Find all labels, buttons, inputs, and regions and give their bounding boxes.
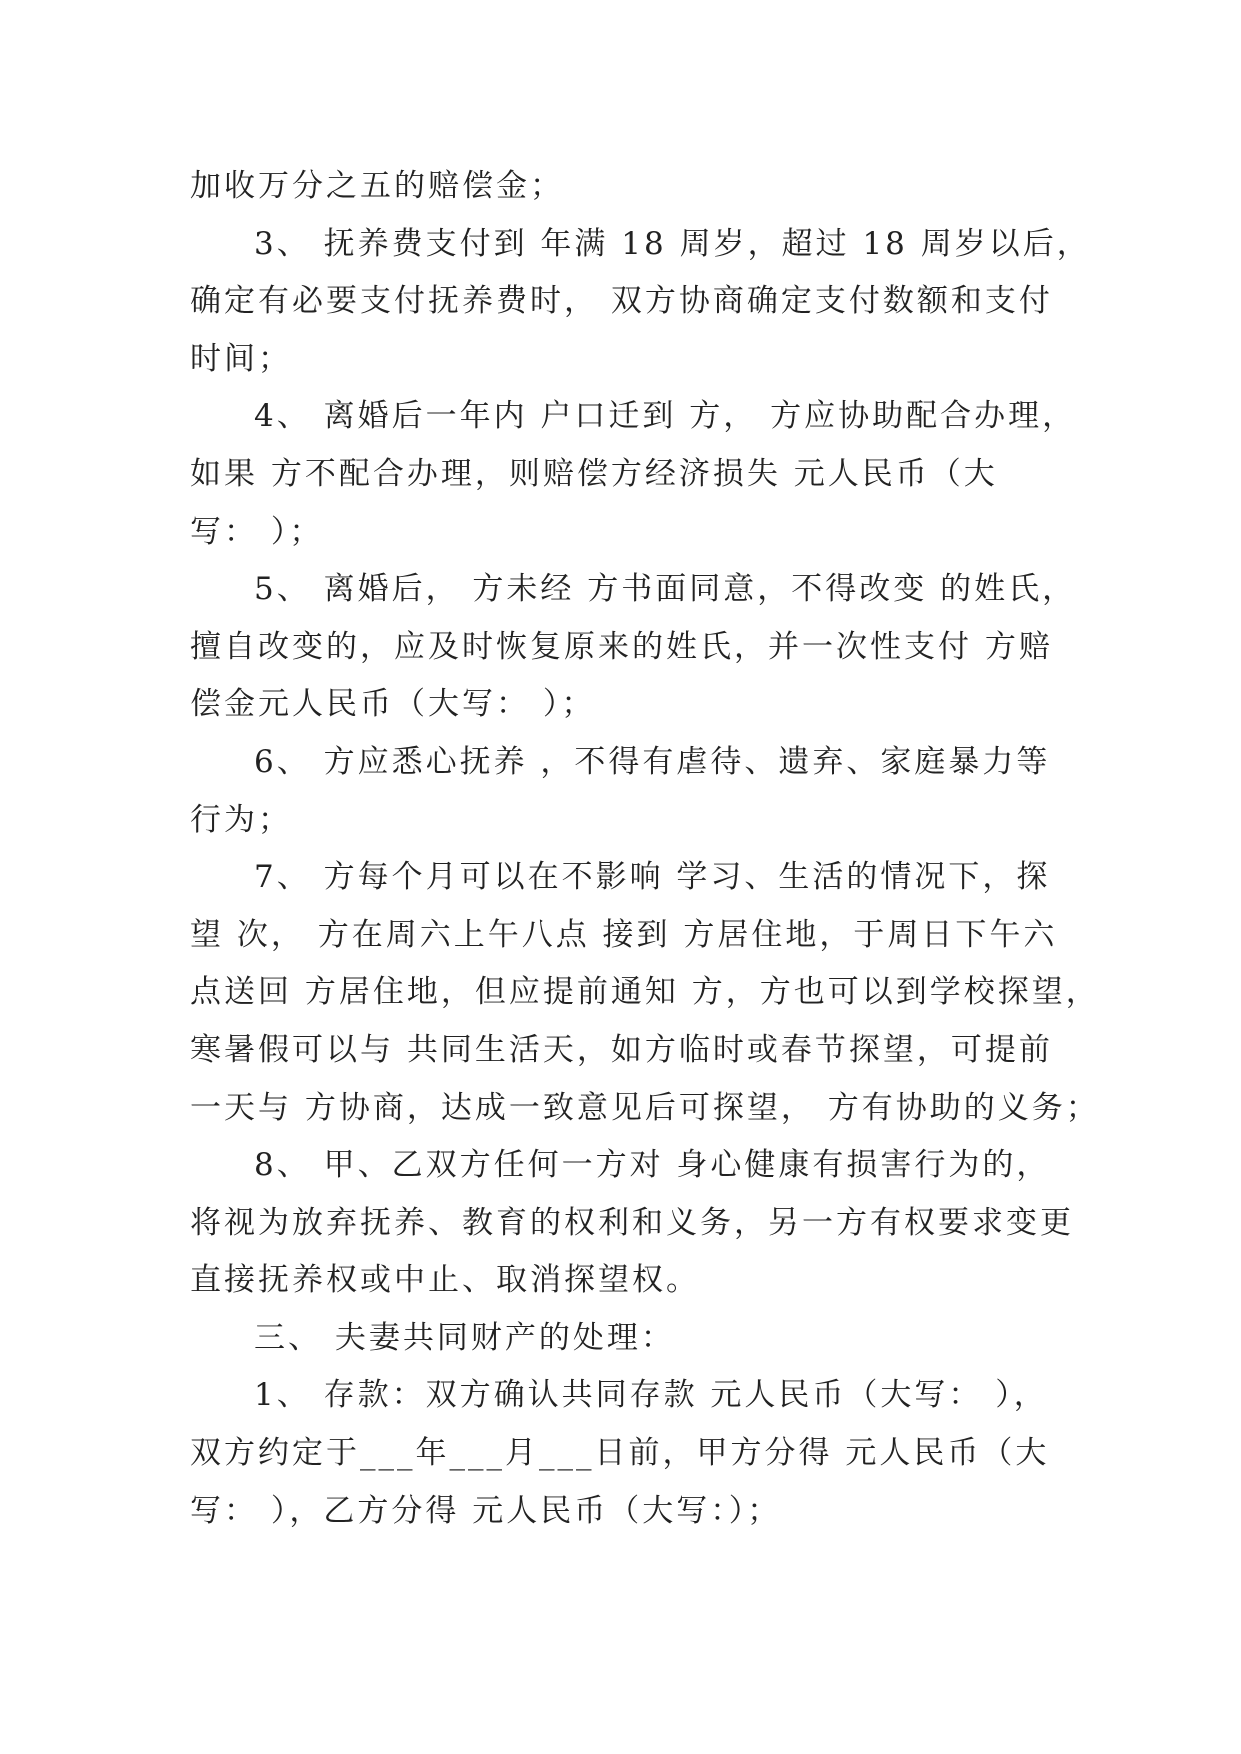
document-line: 望 次， 方在周六上午八点 接到 方居住地，于周日下午六 <box>190 916 1058 953</box>
document-line: 直接抚养权或中止、取消探望权。 <box>190 1262 700 1299</box>
document-line: 写： ），乙方分得 元人民币（大写：）； <box>190 1492 782 1529</box>
document-line: 偿金元人民币（大写： ）； <box>190 686 596 723</box>
document-line: 如果 方不配合办理，则赔偿方经济损失 元人民币（大 <box>190 455 998 492</box>
document-line: 寒暑假可以与 共同生活天，如方临时或春节探望，可提前 <box>190 1031 1053 1068</box>
document-body <box>190 158 1100 1540</box>
document-line: 确定有必要支付抚养费时， 双方协商确定支付数额和支付 <box>190 283 1053 320</box>
document-line: 4、 离婚后一年内 户口迁到 方， 方应协助配合办理， <box>254 398 1077 435</box>
document-line: 擅自改变的，应及时恢复原来的姓氏，并一次性支付 方赔 <box>190 628 1053 665</box>
document-line: 点送回 方居住地，但应提前通知 方，方也可以到学校探望， <box>190 974 1100 1011</box>
document-line: 写： ）； <box>190 513 324 550</box>
document-line: 行为； <box>190 801 292 838</box>
document-line: 6、 方应悉心抚养 ，不得有虐待、遗弃、家庭暴力等 <box>254 743 1051 780</box>
document-line: 一天与 方协商，达成一致意见后可探望， 方有协助的义务； <box>190 1089 1100 1126</box>
document-line: 加收万分之五的赔偿金； <box>190 168 564 204</box>
document-line: 1、 存款：双方确认共同存款 元人民币（大写： ）， <box>254 1377 1048 1414</box>
document-line: 将视为放弃抚养、教育的权利和义务，另一方有权要求变更 <box>190 1204 1074 1241</box>
document-line: 8、 甲、乙双方任何一方对 身心健康有损害行为的， <box>254 1147 1051 1184</box>
document-line: 3、 抚养费支付到 年满 18 周岁，超过 18 周岁以后， <box>254 225 1091 262</box>
document-line: 双方约定于___年___月___日前，甲方分得 元人民币（大 <box>190 1435 1050 1472</box>
document-line: 5、 离婚后， 方未经 方书面同意，不得改变 的姓氏， <box>254 571 1077 608</box>
document-line: 三、 夫妻共同财产的处理： <box>254 1319 675 1356</box>
document-line: 时间； <box>190 340 292 377</box>
document-line: 7、 方每个月可以在不影响 学习、生活的情况下，探 <box>254 859 1051 896</box>
